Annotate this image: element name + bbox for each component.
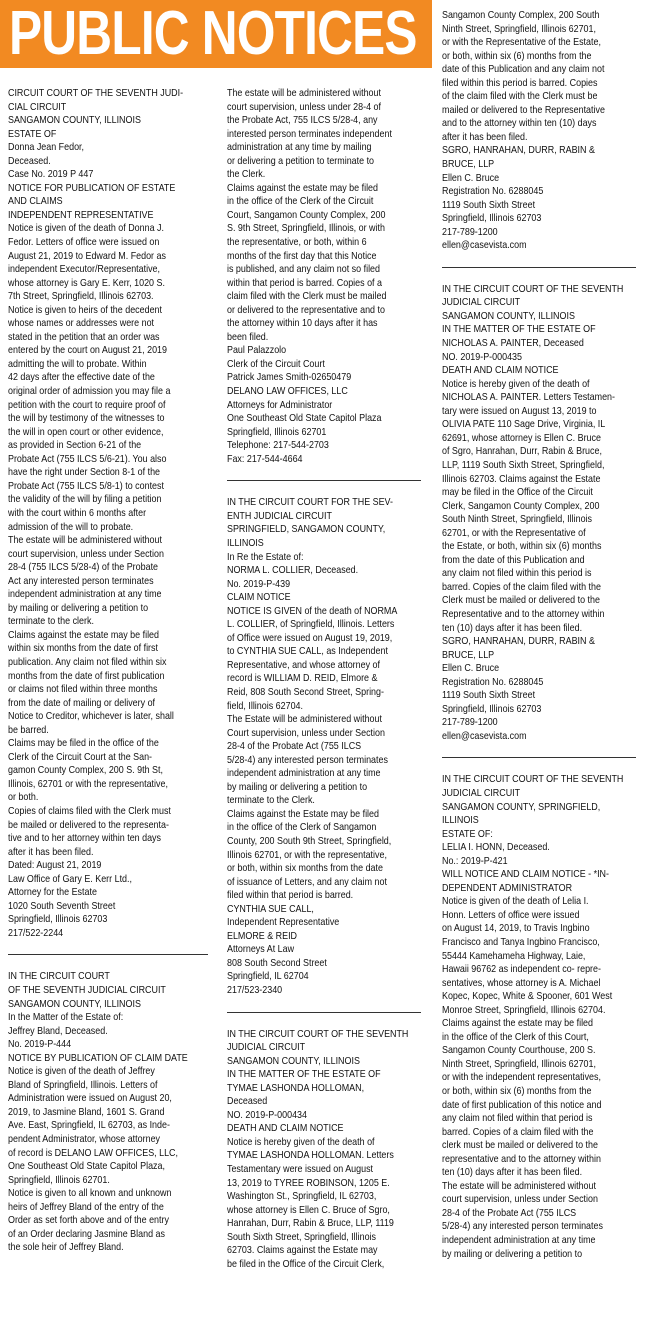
notice-line: be mailed or delivered to the representa-	[8, 819, 169, 831]
notice-line: SANGAMON COUNTY, SPRINGFIELD,	[442, 801, 601, 813]
notice-line: Attorney for the Estate	[8, 887, 97, 899]
notice-line: 62701, or with the Representative of	[442, 527, 586, 539]
notice-line: 217/522-2244	[8, 927, 64, 939]
notice-line: the sole heir of Jeffrey Bland.	[8, 1242, 124, 1254]
notice-line: Monroe Street, Springfield, Illinois 62704.	[442, 1004, 606, 1016]
notice-line: SANGAMON COUNTY, ILLINOIS	[8, 115, 141, 127]
notice-line: CYNTHIA SUE CALL,	[227, 903, 314, 915]
notice-line: South Ninth Street, Springfield, Illinois	[442, 514, 593, 526]
notice-line: SGRO, HANRAHAN, DURR, RABIN &	[442, 145, 595, 157]
notice-line: IN THE CIRCUIT COURT OF THE SEVENTH	[442, 283, 624, 295]
notice-line: ten (10) days after it has been filed.	[442, 1167, 583, 1179]
notice-line: ENTH JUDICIAL CIRCUIT	[227, 510, 332, 522]
notice-line: 808 South Second Street	[227, 957, 327, 969]
notice-line: One Southeast Old State Capitol Plaza,	[8, 1161, 165, 1173]
notice-line: Washington St., Springfield, IL 62703,	[227, 1191, 377, 1203]
notice-line: August 21, 2019 to Edward M. Fedor as	[8, 250, 166, 262]
notice-line: court supervision, unless under 28-4 of	[227, 101, 381, 113]
notice-line: of Office were issued on August 19, 2019,	[227, 632, 393, 644]
notice-line: L. COLLIER, of Springfield, Illinois. Letters	[227, 619, 395, 631]
notice-line: Kopec, Kopec, White & Spooner, 601 West	[442, 991, 613, 1003]
notice-line: Ave. East, Springfield, IL 62703, as Inde-	[8, 1120, 170, 1132]
notice-line: with the court within 6 months after	[8, 507, 147, 519]
notice-line: 217/523-2340	[227, 985, 283, 996]
notice-line: Registration No. 6288045	[442, 186, 544, 198]
notice-line: Notice is given of the death of Donna J.	[8, 223, 164, 235]
notice-line: Representative and to the attorney within	[442, 608, 605, 620]
notice-line: JUDICIAL CIRCUIT	[442, 787, 521, 799]
notice-line: Springfield, Illinois 62703	[442, 213, 542, 225]
notice-line: AND CLAIMS	[8, 196, 63, 208]
notice-line: SPRINGFIELD, SANGAMON COUNTY,	[227, 524, 386, 536]
notice-line: 5/28-4) any interested person terminates	[442, 1221, 603, 1233]
notice-line: or both, within six (6) months from the	[442, 1086, 592, 1098]
notice-line: Case No. 2019 P 447	[8, 169, 94, 181]
notice-line: representative and to the attorney within	[442, 1153, 601, 1165]
notice-line: ESTATE OF	[8, 128, 57, 140]
notice-line: JUDICIAL CIRCUIT	[442, 297, 521, 309]
notice-line: The estate will be administered without	[442, 1180, 596, 1192]
notice-line: IN THE CIRCUIT COURT OF THE SEVENTH	[227, 1028, 409, 1040]
notice-line: The estate will be administered without	[227, 88, 381, 99]
notice-line: SGRO, HANRAHAN, DURR, RABIN &	[442, 636, 595, 648]
notice-line: JUDICIAL CIRCUIT	[227, 1042, 306, 1054]
notice-line: clerk must be mailed or delivered to the	[442, 1140, 598, 1152]
notice-line: of Sgro, Hanrahan, Durr, Rabin & Bruce,	[442, 446, 602, 458]
notice-line: Hawaii 96762 as independent co- repre-	[442, 964, 601, 976]
notice-line: 28-4 of the Probate Act (755 ILCS	[227, 741, 362, 753]
notice-line: 1020 South Seventh Street	[8, 900, 116, 912]
notice-line: barred. Copies of the claim filed with the	[442, 581, 601, 593]
notice-line: the attorney within 10 days after it has	[227, 318, 378, 330]
notice-line: NOTICE BY PUBLICATION OF CLAIM DATE	[8, 1052, 188, 1064]
notice-line: on August 14, 2019, to Travis Ingbino	[442, 923, 590, 935]
notice-line: Sangamon County Complex, 200 South	[442, 10, 600, 21]
notice-line: Ellen C. Bruce	[442, 172, 500, 184]
notice-line: Springfield, Illinois 62703	[8, 914, 108, 926]
notice-line: 5/28-4) any interested person terminates	[227, 754, 388, 766]
notice-line: Notice is given to all known and unknown	[8, 1188, 172, 1200]
notice-line: any claim not filed within this period is	[442, 568, 592, 580]
notice-line: Representative, and whose attorney of	[227, 659, 380, 671]
notice-line: is published, and any claim not so filed	[227, 264, 380, 276]
notice-line: by mailing or delivering a petition to	[8, 602, 149, 614]
notice-line: IN THE CIRCUIT COURT	[8, 971, 110, 983]
notice-line: Clerk must be mailed or delivered to the	[442, 595, 600, 607]
notice-line: Clerk, Sangamon County Complex, 200	[442, 500, 600, 512]
legal-notice	[227, 1028, 425, 1272]
notice-line: Reid, 808 South Second Street, Spring-	[227, 686, 384, 698]
notice-line: Court, Sangamon County Complex, 200	[227, 209, 386, 221]
notice-line: SANGAMON COUNTY, ILLINOIS	[227, 1055, 360, 1067]
notice-line: be filed in the Office of the Circuit Clerk,	[227, 1258, 385, 1270]
notice-line: TYMAE LASHONDA HOLLOMAN,	[227, 1082, 365, 1094]
notice-line: CIAL CIRCUIT	[8, 101, 67, 113]
notice-line: DEATH AND CLAIM NOTICE	[227, 1123, 344, 1135]
notice-line: County, 200 South 9th Street, Springfield,	[227, 835, 392, 847]
notice-line: the Estate, or both, within six (6) months	[442, 541, 602, 553]
notice-line: ESTATE OF:	[442, 828, 493, 840]
notice-line: terminate to the Clerk.	[227, 795, 315, 807]
notice-line: independent administration at any time	[8, 589, 162, 601]
notice-line: Law Office of Gary E. Kerr Ltd.,	[8, 873, 133, 885]
notice-line: Hanrahan, Durr, Rabin & Bruce, LLP, 1119	[227, 1218, 394, 1230]
notice-line: whose attorney is Gary E. Kerr, 1020 S.	[8, 277, 165, 289]
notice-line: Patrick James Smith-02650479	[227, 372, 352, 384]
notice-line: or with the independent representatives,	[442, 1072, 601, 1084]
legal-notice	[8, 87, 208, 940]
notice-line: Notice is given of the death of Lelia I.	[442, 896, 589, 908]
notice-line: stated in the petition that an order was	[8, 331, 160, 343]
notice-line: date of first publication of this notice and	[442, 1099, 602, 1111]
notice-line: Administration were issued on August 20,	[8, 1093, 172, 1105]
notice-line: DELANO LAW OFFICES, LLC	[227, 386, 348, 398]
notice-line: Order as set forth above and of the entry	[8, 1215, 169, 1227]
notice-line: independent Executor/Representative,	[8, 264, 161, 276]
notice-line: Dated: August 21, 2019	[8, 860, 102, 872]
notice-line: Act any interested person terminates	[8, 575, 154, 587]
notice-line: to CYNTHIA SUE CALL, as Independent	[227, 646, 388, 658]
notice-line: LELIA I. HONN, Deceased.	[442, 842, 550, 854]
notice-line: as provided in Section 6-21 of the	[8, 440, 142, 452]
notice-line: by mailing or delivering a petition to	[442, 1248, 583, 1260]
notice-line: NO. 2019-P-000435	[442, 351, 522, 363]
notice-line: date of this Publication and any claim not	[442, 64, 605, 76]
notice-line: 2019, to Jasmine Bland, 1601 S. Grand	[8, 1106, 165, 1118]
notice-line: One Southeast Old State Capitol Plaza	[227, 413, 382, 425]
column-3	[442, 9, 642, 1261]
notice-line: have the right under Section 8-1 of the	[8, 467, 161, 479]
notice-line: ten (10) days after it has been filed.	[442, 622, 583, 634]
notice-line: 42 days after the effective date of the	[8, 372, 155, 384]
notice-line: Ellen C. Bruce	[442, 663, 500, 675]
notice-line: Francisco and Tanya Ingbino Francisco,	[442, 937, 600, 948]
column-1	[8, 87, 208, 1255]
notice-line: Clerk of the Circuit Court at the San-	[8, 751, 153, 763]
notice-line: or claims not filed within three months	[8, 684, 158, 696]
notice-line: TYMAE LASHONDA HOLLOMAN. Letters	[227, 1150, 394, 1162]
notice-line: within six months from the date of first	[8, 643, 158, 655]
notice-line: original order of admission you may file a	[8, 386, 171, 398]
notice-line: gamon County Complex, 200 S. 9th St,	[8, 765, 163, 777]
notice-line: Deceased	[227, 1096, 268, 1108]
notice-line: months of the first day that this Notice	[227, 250, 377, 262]
notice-line: 1119 South Sixth Street	[442, 199, 536, 211]
notice-line: the will by testimony of the witnesses to	[8, 413, 165, 425]
notice-line: Claims against the estate may be filed	[8, 629, 159, 641]
notice-line: No.: 2019-P-421	[442, 855, 508, 867]
notice-line: OF THE SEVENTH JUDICIAL CIRCUIT	[8, 985, 166, 996]
notice-line: the representative, or both, within 6	[227, 237, 367, 249]
notice-line: barred. Copies of a claim filed with the	[442, 1126, 594, 1138]
notice-line: of issuance of Letters, and any claim not	[227, 876, 387, 888]
notice-line: 28-4 (755 ILCS 5/28-4) of the Probate	[8, 562, 159, 574]
notice-line: sentatives, whose attorney is A. Michael	[442, 977, 601, 989]
notice-line: be barred.	[8, 724, 49, 736]
notice-line: or with the Representative of the Estate,	[442, 37, 601, 49]
notice-line: may be filed in the Office of the Circuit	[442, 487, 593, 499]
notice-line: admission of the will to probate.	[8, 521, 134, 533]
notice-line: No. 2019-P-444	[8, 1039, 72, 1051]
notice-line: The Estate will be administered without	[227, 714, 382, 726]
notice-line: Bland of Springfield, Illinois. Letters of	[8, 1079, 158, 1091]
public-notices-banner	[0, 0, 432, 68]
notice-line: heirs of Jeffrey Bland of the entry of the	[8, 1201, 164, 1213]
notice-line: court supervision, unless under Section	[8, 548, 164, 560]
notice-line: Sangamon County Courthouse, 200 S.	[442, 1045, 596, 1057]
notice-line: petition with the court to require proof of	[8, 399, 166, 411]
notice-line: in the office of the Clerk of Sangamon	[227, 822, 377, 834]
notice-line: from the date of mailing or delivery of	[8, 697, 156, 709]
notice-line: NOTICE IS GIVEN of the death of NORMA	[227, 605, 398, 617]
notice-line: any claim not filed within that period is	[442, 1113, 593, 1125]
notice-line: Fedor. Letters of office were issued on	[8, 237, 160, 249]
notice-line: of the claim filed with the Clerk must be	[442, 91, 598, 103]
notice-line: IN THE CIRCUIT COURT OF THE SEVENTH	[442, 774, 624, 786]
notice-line: been filed.	[227, 331, 269, 343]
notice-line: Illinois 62701, or with the representative,	[227, 849, 387, 861]
page-title: PUBLIC NOTICES	[9, 0, 417, 68]
notice-divider	[442, 757, 636, 758]
notice-line: Springfield, Illinois 62703	[442, 703, 542, 715]
legal-notice	[227, 87, 425, 466]
notice-line: court supervision, unless under Section	[442, 1194, 598, 1206]
notice-line: DEPENDENT ADMINISTRATOR	[442, 882, 573, 894]
notice-line: 62691, whose attorney is Ellen C. Bruce	[442, 432, 601, 444]
notice-line: S. 9th Street, Springfield, Illinois, or with	[227, 223, 385, 235]
notice-line: the will in open court or other evidence,	[8, 426, 164, 438]
notice-divider	[442, 267, 636, 268]
notice-line: Ninth Street, Springfield, Illinois 62701,	[442, 1058, 596, 1070]
notice-line: after it has been filed.	[442, 131, 528, 143]
legal-notice	[442, 283, 642, 744]
notice-line: mailed or delivered to the Representative	[442, 104, 605, 116]
notice-line: 55444 Kamehameha Highway, Laie,	[442, 950, 586, 962]
notice-line: pendent Administrator, whose attorney	[8, 1134, 161, 1146]
notice-line: LLP, 1119 South Sixth Street, Springfield,	[442, 459, 605, 471]
notice-line: SANGAMON COUNTY, ILLINOIS	[8, 998, 141, 1010]
notice-line: Fax: 217-544-4664	[227, 453, 303, 465]
notice-line: ELMORE & REID	[227, 930, 298, 942]
notice-line: CLAIM NOTICE	[227, 592, 291, 604]
notice-line: 62703. Claims against the Estate may	[227, 1245, 378, 1257]
notice-line: ellen@casevista.com	[442, 730, 527, 742]
notice-line: Notice is hereby given of the death of	[442, 378, 590, 390]
column-2	[227, 87, 425, 1271]
notice-line: within that period is barred. Copies of a	[227, 277, 382, 289]
notice-line: Clerk of the Circuit Court	[227, 358, 325, 370]
notice-line: of record is DELANO LAW OFFICES, LLC,	[8, 1147, 178, 1159]
notice-line: Springfield, Illinois 62701	[227, 426, 327, 438]
notice-line: Claims against the estate may be filed	[442, 1018, 593, 1030]
notice-line: DEATH AND CLAIM NOTICE	[442, 365, 559, 377]
notice-line: months from the date of first publication	[8, 670, 165, 682]
notice-line: Registration No. 6288045	[442, 676, 544, 688]
notice-line: NICHOLAS A. PAINTER, Deceased	[442, 338, 584, 350]
notice-line: 28-4 of the Probate Act (755 ILCS	[442, 1207, 577, 1219]
notice-line: No. 2019-P-439	[227, 578, 291, 590]
notice-line: record is WILLIAM D. REID, Elmore &	[227, 673, 378, 685]
notice-line: 13, 2019 to TYREE ROBINSON, 1205 E.	[227, 1177, 390, 1189]
notice-line: Attorneys for Administrator	[227, 399, 333, 411]
notice-line: by mailing or delivering a petition to	[227, 781, 368, 793]
legal-notice	[227, 496, 425, 997]
notice-line: INDEPENDENT REPRESENTATIVE	[8, 209, 154, 221]
notice-line: 217-789-1200	[442, 226, 498, 238]
notice-line: 7th Street, Springfield, Illinois 62703.	[8, 291, 154, 303]
notice-line: Court supervision, unless under Section	[227, 727, 385, 739]
notice-line: Testamentary were issued on August	[227, 1164, 374, 1176]
notice-line: Notice is given of the death of Jeffrey	[8, 1066, 155, 1078]
legal-notice	[442, 773, 642, 1261]
notice-line: whose attorney is Ellen C. Bruce of Sgro,	[227, 1204, 390, 1216]
notice-line: Illinois 62703. Claims against the Estate	[442, 473, 601, 485]
notice-line: Jeffrey Bland, Deceased.	[8, 1025, 108, 1037]
notice-line: the Clerk.	[227, 169, 266, 181]
notice-line: Paul Palazzolo	[227, 345, 287, 357]
notice-line: Notice is given to heirs of the decedent	[8, 304, 162, 316]
notice-line: Honn. Letters of office were issued	[442, 909, 580, 921]
notice-line: and to the attorney within ten (10) days	[442, 118, 597, 130]
notice-line: ellen@casevista.com	[442, 240, 527, 252]
notice-line: Claims against the estate may be filed	[227, 182, 378, 194]
notice-line: claim filed with the Clerk must be mailed	[227, 291, 387, 303]
notice-line: Notice is hereby given of the death of	[227, 1136, 375, 1148]
notice-line: 1119 South Sixth Street	[442, 690, 536, 702]
notice-line: filed within this period is barred. Copies	[442, 77, 598, 89]
notice-line: interested person terminates independent	[227, 128, 392, 140]
notice-line: Independent Representative	[227, 917, 340, 929]
notice-line: tary were issued on August 13, 2019 to	[442, 405, 597, 417]
notice-divider	[227, 480, 421, 481]
notice-line: NORMA L. COLLIER, Deceased.	[227, 565, 359, 577]
notice-line: 217-789-1200	[442, 717, 498, 729]
notice-line: Telephone: 217-544-2703	[227, 440, 329, 452]
notice-line: tive and to her attorney within ten days	[8, 833, 161, 845]
notice-line: In the Matter of the Estate of:	[8, 1012, 124, 1024]
notice-line: of an Order declaring Jasmine Bland as	[8, 1228, 165, 1240]
notice-line: ILLINOIS	[227, 537, 264, 549]
notice-divider	[8, 954, 208, 955]
legal-notice	[442, 9, 642, 253]
notice-line: CIRCUIT COURT OF THE SEVENTH JUDI-	[8, 88, 184, 99]
notice-line: WILL NOTICE AND CLAIM NOTICE - *IN-	[442, 869, 609, 881]
notice-line: Donna Jean Fedor,	[8, 142, 85, 154]
notice-line: independent administration at any time	[227, 768, 381, 780]
notice-line: IN THE MATTER OF THE ESTATE OF	[442, 324, 596, 336]
notice-line: from the date of this Publication and	[442, 554, 585, 566]
notice-line: or delivering a petition to terminate to	[227, 155, 375, 167]
notice-line: In Re the Estate of:	[227, 551, 304, 563]
notice-line: SANGAMON COUNTY, ILLINOIS	[442, 310, 575, 322]
notice-line: Probate Act (755 ILCS 5/8-1) to contest	[8, 480, 164, 492]
notice-line: Probate Act (755 ILCS 5/6-21). You also	[8, 453, 167, 465]
notice-line: NO. 2019-P-000434	[227, 1109, 307, 1121]
notice-line: in the office of the Clerk of the Circuit	[227, 196, 374, 208]
notice-line: publication. Any claim not filed within six	[8, 656, 167, 668]
notice-line: independent administration at any time	[442, 1235, 596, 1247]
notice-line: NICHOLAS A. PAINTER. Letters Testamen-	[442, 392, 615, 404]
notice-line: IN THE MATTER OF THE ESTATE OF	[227, 1069, 381, 1081]
notice-line: NOTICE FOR PUBLICATION OF ESTATE	[8, 182, 176, 194]
notice-line: Illinois, 62701 or with the representative,	[8, 778, 168, 790]
notice-line: filed within that period is barred.	[227, 890, 354, 902]
notice-line: the validity of the will by filing a petition	[8, 494, 162, 506]
notice-line: terminate to the clerk.	[8, 616, 94, 628]
notice-line: Claims may be filed in the office of the	[8, 738, 159, 750]
notice-line: the Probate Act, 755 ILCS 5/28-4, any	[227, 115, 378, 127]
notice-line: admitting the will to probate. Within	[8, 358, 147, 370]
notice-line: South Sixth Street, Springfield, Illinois	[227, 1231, 377, 1243]
notice-line: entered by the court on August 21, 2019	[8, 345, 167, 357]
notice-line: The estate will be administered without	[8, 535, 162, 547]
notice-line: Springfield, Illinois 62701.	[8, 1174, 110, 1186]
notice-line: Springfield, IL 62704	[227, 971, 309, 983]
notice-line: BRUCE, LLP	[442, 159, 495, 171]
notice-line: or both, within six months from the date	[227, 863, 383, 875]
notice-divider	[227, 1012, 421, 1013]
notice-line: ILLINOIS	[442, 815, 479, 827]
notice-line: Deceased.	[8, 155, 51, 167]
notice-line: field, Illinois 62704.	[227, 700, 304, 712]
notice-line: Ninth Street, Springfield, Illinois 62701,	[442, 23, 596, 35]
notice-line: IN THE CIRCUIT COURT FOR THE SEV-	[227, 497, 394, 509]
notice-line: Claims against the Estate may be filed	[227, 808, 379, 820]
notice-line: in the office of the Clerk of this Court,	[442, 1031, 589, 1043]
notice-line: or both, within six (6) months from the	[442, 50, 592, 62]
legal-notice	[8, 970, 208, 1254]
notice-line: Notice to Creditor, whichever is later, shall	[8, 711, 174, 723]
notice-line: Copies of claims filed with the Clerk must	[8, 805, 171, 817]
notice-line: BRUCE, LLP	[442, 649, 495, 661]
notice-line: or delivered to the representative and to	[227, 304, 385, 316]
notice-line: Attorneys At Law	[227, 944, 295, 956]
notice-line: after it has been filed.	[8, 846, 94, 858]
notice-line: or both.	[8, 792, 39, 804]
notice-line: OLIVIA PATE 110 Sage Drive, Virginia, IL	[442, 419, 606, 431]
notice-line: administration at any time by mailing	[227, 142, 372, 154]
notice-line: whose names or addresses were not	[8, 318, 155, 330]
